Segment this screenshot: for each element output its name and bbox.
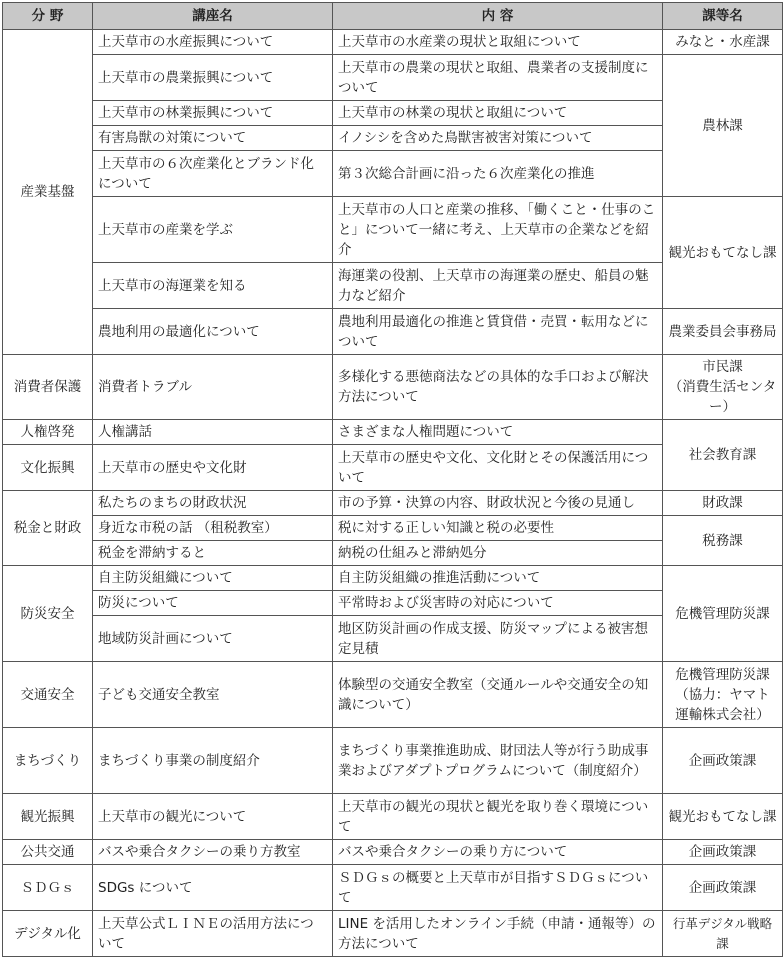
content-cell: 上天草市の水産業の現状と取組について <box>333 30 663 55</box>
category-cell: デジタル化 <box>3 911 93 957</box>
content-cell: 体験型の交通安全教室（交通ルールや交通安全の知識について） <box>333 662 663 728</box>
category-cell: まちづくり <box>3 728 93 794</box>
category-cell: ＳＤＧｓ <box>3 865 93 911</box>
course-table <box>2 2 783 957</box>
header-course: 講座名 <box>93 3 333 30</box>
header-content: 内 容 <box>333 3 663 30</box>
table-row <box>3 309 783 355</box>
table-row <box>3 662 783 728</box>
course-cell: 上天草市の産業を学ぶ <box>93 197 333 263</box>
course-cell: 上天草市の６次産業化とブランド化について <box>93 151 333 197</box>
content-cell: 納税の仕組みと滞納処分 <box>333 541 663 566</box>
header-department: 課等名 <box>663 3 783 30</box>
category-cell: 観光振興 <box>3 794 93 840</box>
table-row <box>3 491 783 516</box>
course-cell: 上天草市の林業振興について <box>93 101 333 126</box>
content-cell: 海運業の役割、上天草市の海運業の歴史、船員の魅力など紹介 <box>333 263 663 309</box>
content-cell: 市の予算・決算の内容、財政状況と今後の見通し <box>333 491 663 516</box>
table-row <box>3 197 783 263</box>
course-cell: 上天草市の農業振興について <box>93 55 333 101</box>
content-cell: 上天草市の人口と産業の推移、「働くこと・仕事のこと」について一緒に考え、上天草市の企業などを紹介 <box>333 197 663 263</box>
content-cell: 平常時および災害時の対応について <box>333 591 663 616</box>
table-row <box>3 911 783 957</box>
department-cell: 危機管理防災課 <box>663 566 783 662</box>
course-cell: 上天草市の歴史や文化財 <box>93 445 333 491</box>
department-cell: 企画政策課 <box>663 840 783 865</box>
table-row <box>3 566 783 591</box>
department-cell: 観光おもてなし課 <box>663 794 783 840</box>
table-row <box>3 840 783 865</box>
course-cell: 税金を滞納すると <box>93 541 333 566</box>
content-cell: 税に対する正しい知識と税の必要性 <box>333 516 663 541</box>
course-cell: 子ども交通安全教室 <box>93 662 333 728</box>
category-cell: 税金と財政 <box>3 491 93 566</box>
course-cell: 上天草市の海運業を知る <box>93 263 333 309</box>
content-cell: まちづくり事業推進助成、財団法人等が行う助成事業およびアダプトプログラムについて（制度紹介） <box>333 728 663 794</box>
category-cell: 人権啓発 <box>3 420 93 445</box>
header-row <box>3 3 783 30</box>
course-cell: 有害鳥獣の対策について <box>93 126 333 151</box>
content-cell: 自主防災組織の推進活動について <box>333 566 663 591</box>
content-cell: 上天草市の林業の現状と取組について <box>333 101 663 126</box>
course-cell: 防災について <box>93 591 333 616</box>
table-row <box>3 355 783 420</box>
department-cell: 行革デジタル戦略課 <box>663 911 783 957</box>
course-cell: バスや乗合タクシーの乗り方教室 <box>93 840 333 865</box>
content-cell: イノシシを含めた鳥獣害被害対策について <box>333 126 663 151</box>
content-cell: ＳＤＧｓの概要と上天草市が目指すＳＤＧｓについて <box>333 865 663 911</box>
content-cell: 多様化する悪徳商法などの具体的な手口および解決方法について <box>333 355 663 420</box>
category-cell: 交通安全 <box>3 662 93 728</box>
department-cell: 社会教育課 <box>663 420 783 491</box>
course-cell: 上天草公式ＬＩＮＥの活用方法について <box>93 911 333 957</box>
category-cell: 公共交通 <box>3 840 93 865</box>
content-cell: さまざまな人権問題について <box>333 420 663 445</box>
department-cell: 農林課 <box>663 55 783 197</box>
table-row <box>3 865 783 911</box>
content-cell: 第３次総合計画に沿った６次産業化の推進 <box>333 151 663 197</box>
department-cell: 市民課 （消費生活センター） <box>663 355 783 420</box>
course-cell: 上天草市の水産振興について <box>93 30 333 55</box>
department-cell: 観光おもてなし課 <box>663 197 783 309</box>
department-cell: 財政課 <box>663 491 783 516</box>
header-category: 分 野 <box>3 3 93 30</box>
course-cell: 私たちのまちの財政状況 <box>93 491 333 516</box>
course-cell: SDGs について <box>93 865 333 911</box>
course-cell: 人権講話 <box>93 420 333 445</box>
department-cell: みなと・水産課 <box>663 30 783 55</box>
table-row <box>3 794 783 840</box>
course-cell: 消費者トラブル <box>93 355 333 420</box>
course-cell: 自主防災組織について <box>93 566 333 591</box>
category-cell: 産業基盤 <box>3 30 93 355</box>
course-cell: 農地利用の最適化について <box>93 309 333 355</box>
table-row <box>3 420 783 445</box>
content-cell: 農地利用最適化の推進と賃貸借・売買・転用などについて <box>333 309 663 355</box>
category-cell: 防災安全 <box>3 566 93 662</box>
department-cell: 企画政策課 <box>663 865 783 911</box>
table-row <box>3 516 783 541</box>
course-cell: 上天草市の観光について <box>93 794 333 840</box>
table-row <box>3 728 783 794</box>
department-cell: 税務課 <box>663 516 783 566</box>
course-cell: 地域防災計画について <box>93 616 333 662</box>
table-row <box>3 30 783 55</box>
content-cell: LINE を活用したオンライン手続（申請・通報等）の方法について <box>333 911 663 957</box>
course-cell: 身近な市税の話 （租税教室） <box>93 516 333 541</box>
department-cell: 農業委員会事務局 <box>663 309 783 355</box>
department-cell: 企画政策課 <box>663 728 783 794</box>
content-cell: 地区防災計画の作成支援、防災マップによる被害想定見積 <box>333 616 663 662</box>
course-cell: まちづくり事業の制度紹介 <box>93 728 333 794</box>
category-cell: 消費者保護 <box>3 355 93 420</box>
content-cell: 上天草市の観光の現状と観光を取り巻く環境について <box>333 794 663 840</box>
department-cell: 危機管理防災課 （協力：ヤマト 運輸株式会社） <box>663 662 783 728</box>
content-cell: 上天草市の農業の現状と取組、農業者の支援制度について <box>333 55 663 101</box>
content-cell: 上天草市の歴史や文化、文化財とその保護活用について <box>333 445 663 491</box>
category-cell: 文化振興 <box>3 445 93 491</box>
content-cell: バスや乗合タクシーの乗り方について <box>333 840 663 865</box>
table-row <box>3 55 783 101</box>
